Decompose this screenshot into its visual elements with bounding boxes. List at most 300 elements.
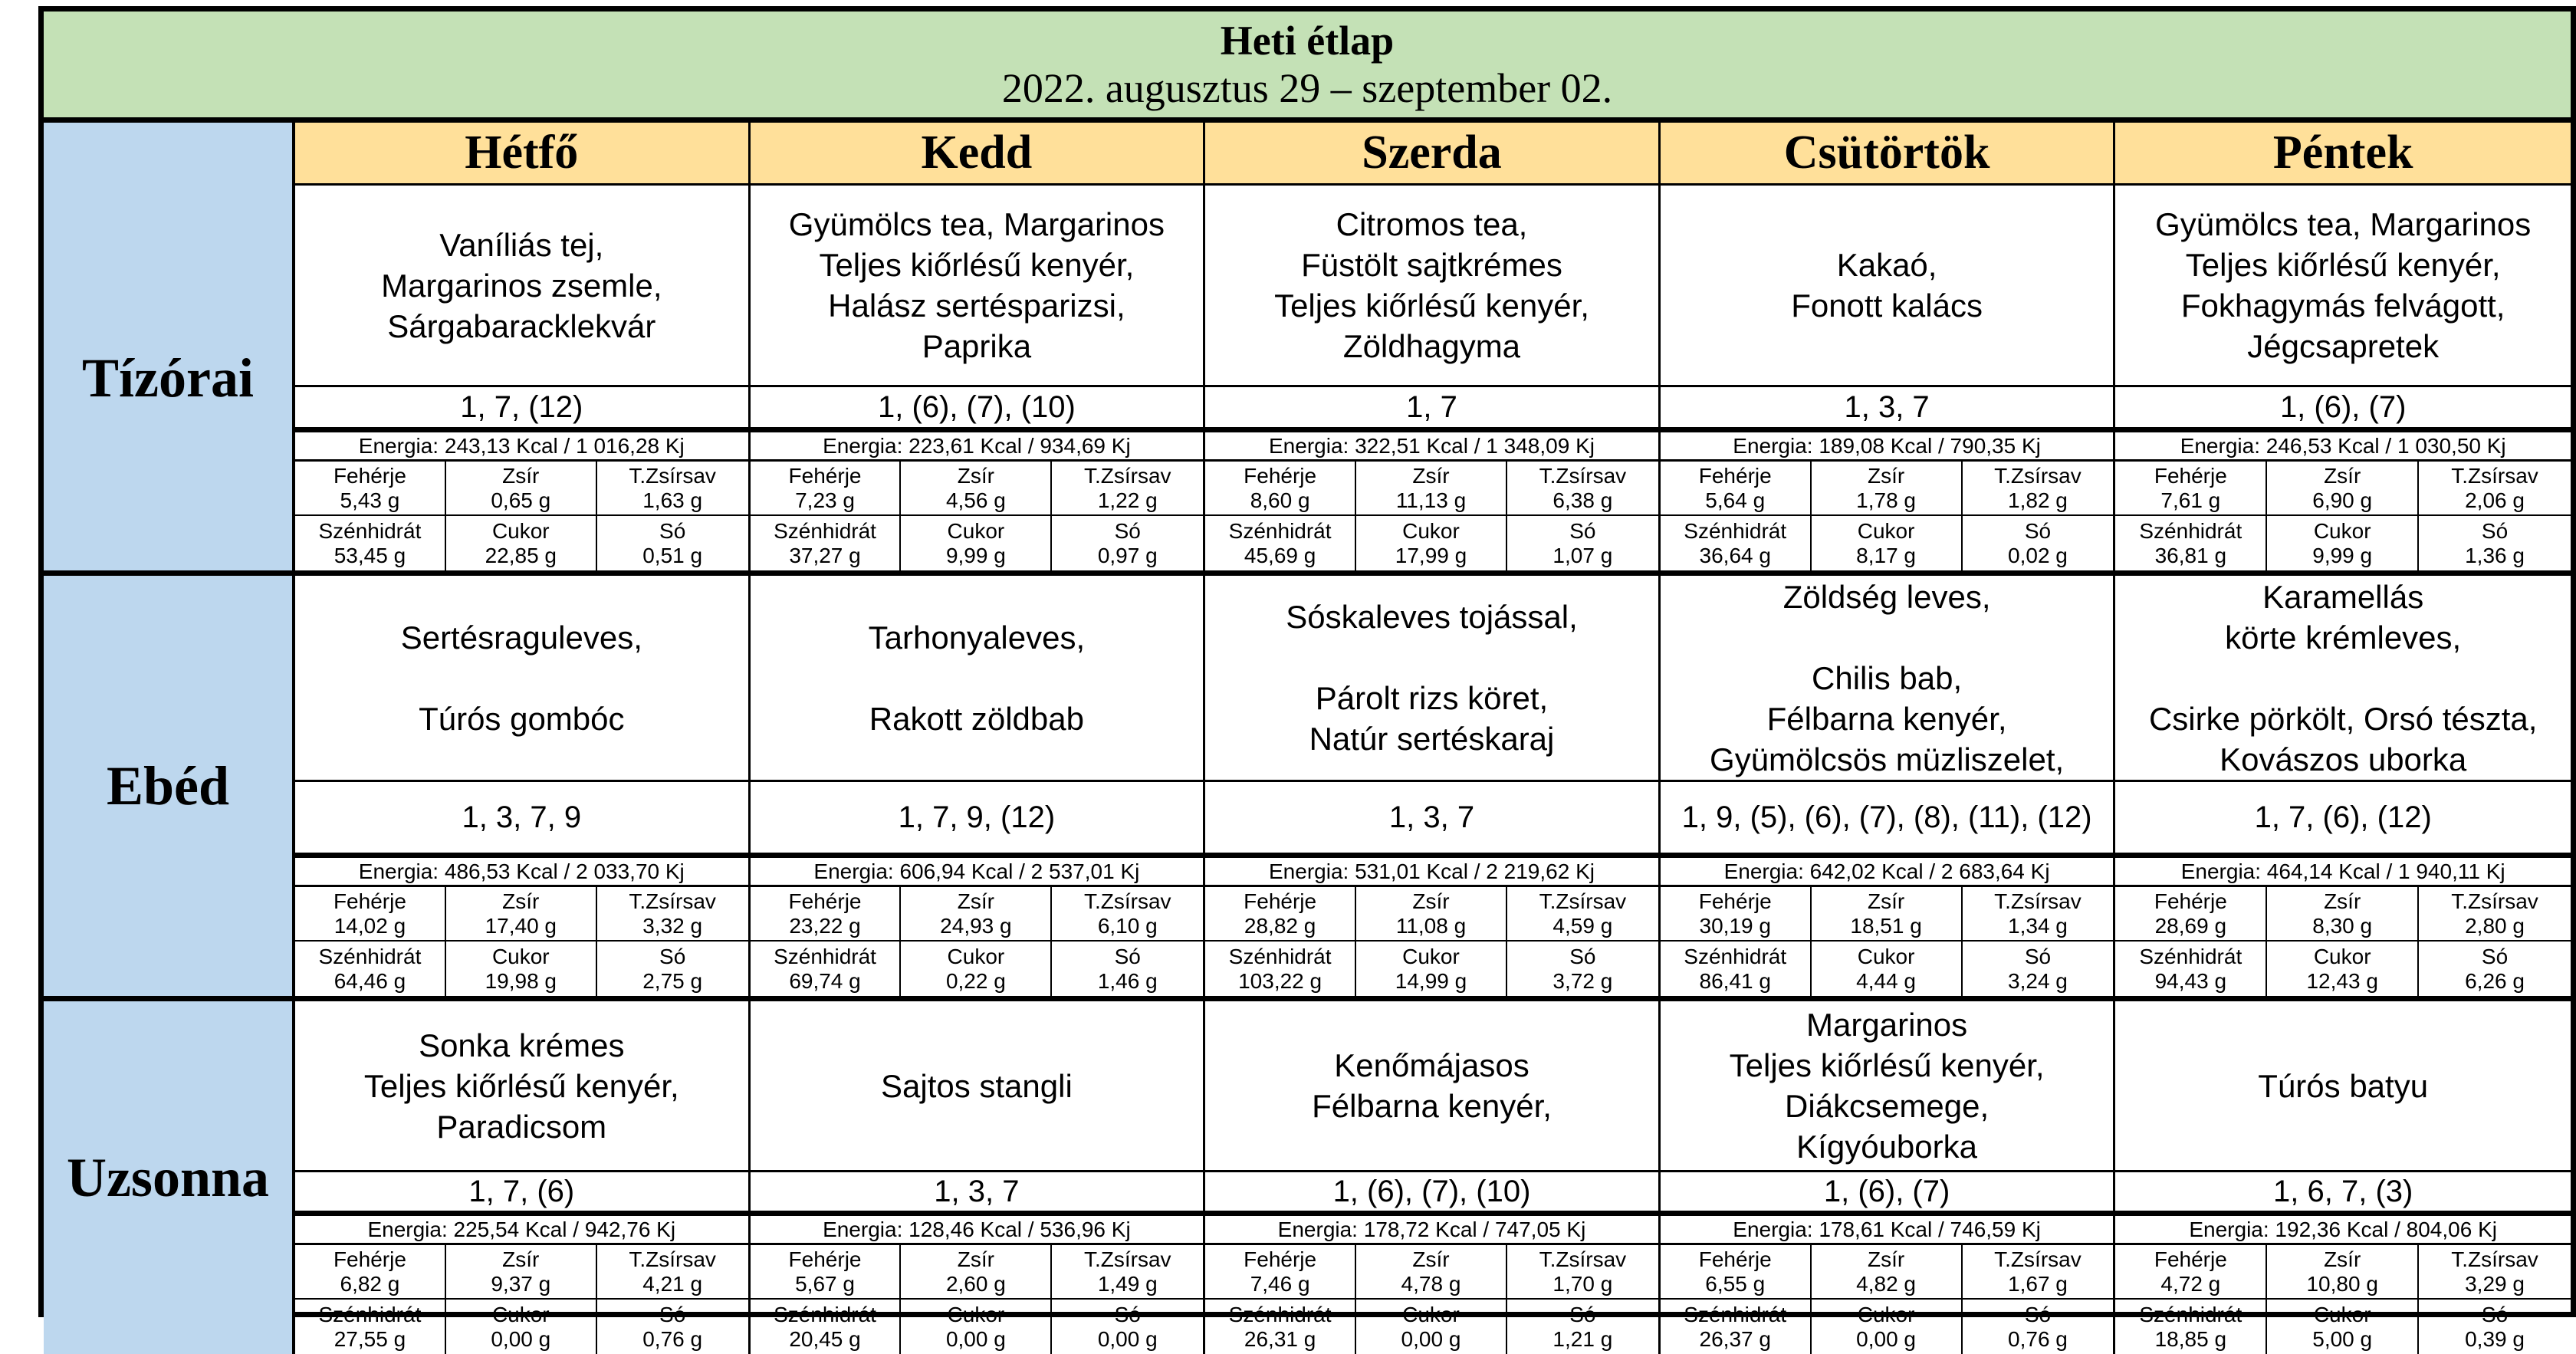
nutrient-label: Cukor <box>1402 1302 1460 1326</box>
nutrient-label: Szénhidrát <box>1228 944 1332 968</box>
nutrient-value: 4,82 g <box>1856 1271 1917 1296</box>
nutrient-carb <box>1661 516 1812 570</box>
nutrient-protein <box>2115 462 2267 516</box>
nutrient-value: 28,82 g <box>1244 913 1316 938</box>
nutrient-value: 4,59 g <box>1552 913 1613 938</box>
nutrient-label: Fehérje <box>1244 463 1317 488</box>
nutrient-value: 6,82 g <box>340 1271 400 1296</box>
nutrient-label: Szénhidrát <box>2139 518 2242 543</box>
nutrient-label: Szénhidrát <box>1228 518 1332 543</box>
nutrient-value: 4,44 g <box>1856 968 1917 993</box>
menu-items: Karamellás körte krémleves, Csirke pörkölt, Orsó tészta, Kovászos uborka <box>2148 578 2538 777</box>
nutrient-protein <box>295 462 446 516</box>
nutrient-salt <box>1963 516 2114 570</box>
nutrient-label: T.Zsírsav <box>1083 889 1171 913</box>
nutrient-value: 69,74 g <box>789 968 861 993</box>
nutrient-fat <box>1356 462 1507 516</box>
nutrient-label: Fehérje <box>333 1247 406 1271</box>
menu-items: Kakaó, Fonott kalács <box>1791 247 1983 324</box>
nutrient-label: Szénhidrát <box>2139 1302 2242 1326</box>
energy-value: Energia: 225,54 Kcal / 942,76 Kj <box>295 1216 748 1245</box>
menu-title-banner <box>44 12 2571 123</box>
weekly-menu-table <box>38 6 2576 1351</box>
nutrient-value: 14,99 g <box>1395 968 1467 993</box>
day-header-wednesday: Szerda <box>1205 123 1661 186</box>
energy-value: Energia: 178,72 Kcal / 747,05 Kj <box>1205 1216 1658 1245</box>
nutrient-value: 86,41 g <box>1699 968 1771 993</box>
allergen-codes: 1, 3, 7 <box>1661 385 2114 427</box>
menu-items: Sóskaleves tojással, Párolt rizs köret, Natúr sertéskaraj <box>1286 599 1578 757</box>
meal-cell-uzsonna-tuesday <box>751 996 1206 1354</box>
nutrient-sugar <box>1356 942 1507 996</box>
nutrient-label: T.Zsírsav <box>629 463 716 488</box>
nutrient-protein <box>295 887 446 942</box>
nutrient-carb <box>751 516 902 570</box>
nutrient-value: 3,24 g <box>2008 968 2068 993</box>
nutrient-carb <box>2115 1300 2267 1354</box>
nutrition-table <box>2115 853 2571 996</box>
nutrient-sugar <box>2267 516 2419 570</box>
nutrient-label: Szénhidrát <box>2139 944 2242 968</box>
menu-items: Túrós batyu <box>2258 1067 2429 1104</box>
nutrient-carb <box>1205 1300 1356 1354</box>
nutrient-value: 8,60 g <box>1250 488 1310 512</box>
nutrient-protein <box>2115 887 2267 942</box>
menu-title: Heti étlap <box>1220 18 1395 64</box>
nutrient-sugar <box>901 942 1052 996</box>
nutrient-value: 0,39 g <box>2465 1326 2525 1351</box>
nutrient-value: 5,67 g <box>795 1271 855 1296</box>
nutrition-table <box>295 1211 748 1354</box>
nutrient-label: Só <box>2024 944 2052 968</box>
nutrient-sat-fat <box>1507 1245 1658 1300</box>
nutrient-carb <box>2115 516 2267 570</box>
nutrient-label: Zsír <box>957 463 994 488</box>
nutrient-value: 26,31 g <box>1244 1326 1316 1351</box>
nutrient-sat-fat <box>2419 462 2571 516</box>
nutrition-table <box>295 427 748 570</box>
nutrient-label: Cukor <box>491 518 550 543</box>
nutrient-value: 6,90 g <box>2312 488 2373 512</box>
energy-value: Energia: 322,51 Kcal / 1 348,09 Kj <box>1205 432 1658 462</box>
nutrient-label: Cukor <box>947 518 1005 543</box>
nutrient-label: Szénhidrát <box>774 1302 876 1326</box>
nutrient-value: 4,56 g <box>945 488 1006 512</box>
nutrient-label: T.Zsírsav <box>1083 1247 1171 1271</box>
nutrient-label: T.Zsírsav <box>1539 889 1627 913</box>
nutrient-salt <box>1963 1300 2114 1354</box>
nutrient-value: 5,00 g <box>2312 1326 2373 1351</box>
nutrient-salt <box>1507 942 1658 996</box>
meal-cell-uzsonna-friday <box>2115 996 2571 1354</box>
nutrient-salt <box>1963 942 2114 996</box>
allergen-codes: 1, 7, 9, (12) <box>751 780 1204 853</box>
nutrient-label: Fehérje <box>2154 889 2227 913</box>
menu-items: Zöldség leves, Chilis bab, Félbarna kenyér, Gyümölcsös müzliszelet, <box>1710 578 2065 777</box>
energy-value: Energia: 464,14 Kcal / 1 940,11 Kj <box>2115 858 2571 887</box>
nutrient-value: 53,45 g <box>334 543 406 567</box>
nutrient-label: Zsír <box>1412 1247 1450 1271</box>
nutrient-label: Fehérje <box>1244 889 1317 913</box>
allergen-codes: 1, 7, (12) <box>295 385 748 427</box>
nutrient-value: 18,85 g <box>2154 1326 2227 1351</box>
nutrient-value: 1,22 g <box>1097 488 1158 512</box>
nutrient-value: 0,02 g <box>2008 543 2068 567</box>
meal-cell-uzsonna-thursday <box>1661 996 2116 1354</box>
nutrient-label: Zsír <box>1412 889 1450 913</box>
nutrition-table <box>1661 1211 2114 1354</box>
meal-cell-ebed-wednesday <box>1205 570 1661 996</box>
energy-value: Energia: 606,94 Kcal / 2 537,01 Kj <box>751 858 1204 887</box>
nutrient-value: 0,00 g <box>1097 1326 1158 1351</box>
nutrient-value: 9,37 g <box>491 1271 551 1296</box>
nutrient-value: 4,72 g <box>2160 1271 2221 1296</box>
nutrient-label: Fehérje <box>1698 463 1772 488</box>
meal-cell-tizorai-thursday <box>1661 186 2116 570</box>
nutrient-sugar <box>1356 1300 1507 1354</box>
nutrient-label: Fehérje <box>333 889 406 913</box>
nutrient-value: 3,29 g <box>2465 1271 2525 1296</box>
nutrient-sugar <box>446 1300 597 1354</box>
nutrient-salt <box>1052 942 1203 996</box>
nutrient-label: Só <box>2024 1302 2052 1326</box>
menu-date-range: 2022. augusztus 29 – szeptember 02. <box>1001 65 1613 111</box>
meal-cell-tizorai-friday <box>2115 186 2571 570</box>
nutrient-label: Zsír <box>2324 1247 2361 1271</box>
nutrient-fat <box>446 887 597 942</box>
nutrient-sugar <box>901 516 1052 570</box>
nutrient-protein <box>1205 887 1356 942</box>
allergen-codes: 1, 7, (6), (12) <box>2115 780 2571 853</box>
nutrient-label: Só <box>1114 1302 1141 1326</box>
nutrient-value: 1,63 g <box>642 488 703 512</box>
nutrient-label: Fehérje <box>788 889 862 913</box>
nutrient-label: Szénhidrát <box>318 1302 422 1326</box>
nutrient-label: Zsír <box>502 463 540 488</box>
nutrient-value: 30,19 g <box>1699 913 1771 938</box>
nutrient-label: Só <box>659 1302 686 1326</box>
allergen-codes: 1, 7, (6) <box>295 1170 748 1211</box>
nutrient-sugar <box>446 942 597 996</box>
nutrient-label: Fehérje <box>1244 1247 1317 1271</box>
nutrient-value: 19,98 g <box>485 968 557 993</box>
energy-value: Energia: 486,53 Kcal / 2 033,70 Kj <box>295 858 748 887</box>
nutrient-sat-fat <box>1052 462 1203 516</box>
corner-cell <box>44 123 295 186</box>
nutrient-label: Szénhidrát <box>318 944 422 968</box>
nutrient-value: 11,13 g <box>1395 488 1467 512</box>
day-header-monday: Hétfő <box>295 123 751 186</box>
nutrient-value: 5,43 g <box>340 488 400 512</box>
nutrient-value: 24,93 g <box>940 913 1012 938</box>
nutrient-value: 9,99 g <box>2312 543 2373 567</box>
nutrient-protein <box>751 887 902 942</box>
nutrient-value: 1,67 g <box>2008 1271 2068 1296</box>
energy-value: Energia: 178,61 Kcal / 746,59 Kj <box>1661 1216 2114 1245</box>
nutrient-label: Só <box>1569 518 1596 543</box>
nutrient-value: 0,65 g <box>491 488 551 512</box>
nutrient-value: 27,55 g <box>334 1326 406 1351</box>
nutrient-label: Szénhidrát <box>1228 1302 1332 1326</box>
energy-value: Energia: 189,08 Kcal / 790,35 Kj <box>1661 432 2114 462</box>
nutrient-label: T.Zsírsav <box>1994 463 2082 488</box>
menu-items: Sajtos stangli <box>880 1067 1073 1104</box>
nutrient-label: Cukor <box>1402 518 1460 543</box>
nutrient-label: Fehérje <box>333 463 406 488</box>
nutrient-value: 37,27 g <box>789 543 861 567</box>
nutrient-value: 20,45 g <box>789 1326 861 1351</box>
nutrient-label: Cukor <box>1857 518 1915 543</box>
nutrient-label: Só <box>1114 944 1141 968</box>
nutrient-value: 94,43 g <box>2154 968 2227 993</box>
nutrient-label: T.Zsírsav <box>1083 463 1171 488</box>
nutrient-label: Só <box>659 944 686 968</box>
nutrient-value: 9,99 g <box>945 543 1006 567</box>
nutrient-value: 17,99 g <box>1395 543 1467 567</box>
nutrient-value: 7,61 g <box>2160 488 2221 512</box>
nutrient-sat-fat <box>1963 462 2114 516</box>
energy-value: Energia: 246,53 Kcal / 1 030,50 Kj <box>2115 432 2571 462</box>
nutrient-label: Szénhidrát <box>774 518 876 543</box>
allergen-codes: 1, 3, 7, 9 <box>295 780 748 853</box>
nutrient-value: 1,07 g <box>1552 543 1613 567</box>
nutrient-label: Cukor <box>947 944 1005 968</box>
nutrient-fat <box>2267 887 2419 942</box>
nutrient-label: Zsír <box>502 889 540 913</box>
nutrient-label: Só <box>1569 944 1596 968</box>
nutrient-label: Cukor <box>1857 944 1915 968</box>
nutrient-value: 12,43 g <box>2306 968 2378 993</box>
nutrient-value: 2,75 g <box>642 968 703 993</box>
nutrient-value: 17,40 g <box>485 913 557 938</box>
nutrient-label: Fehérje <box>1698 889 1772 913</box>
nutrition-table <box>751 1211 1204 1354</box>
nutrient-protein <box>1661 1245 1812 1300</box>
nutrient-value: 103,22 g <box>1238 968 1322 993</box>
nutrient-label: Só <box>659 518 686 543</box>
allergen-codes: 1, (6), (7) <box>2115 385 2571 427</box>
allergen-codes: 1, 3, 7 <box>751 1170 1204 1211</box>
nutrient-sat-fat <box>2419 887 2571 942</box>
nutrient-protein <box>751 1245 902 1300</box>
nutrient-fat <box>1812 1245 1963 1300</box>
nutrient-value: 64,46 g <box>334 968 406 993</box>
nutrient-value: 6,10 g <box>1097 913 1158 938</box>
nutrient-value: 5,64 g <box>1705 488 1766 512</box>
allergen-codes: 1, 7 <box>1205 385 1658 427</box>
nutrition-table <box>1205 853 1658 996</box>
nutrient-value: 3,32 g <box>642 913 703 938</box>
nutrient-protein <box>1205 1245 1356 1300</box>
nutrient-label: Só <box>2481 518 2509 543</box>
nutrient-value: 1,36 g <box>2465 543 2525 567</box>
meal-cell-ebed-friday <box>2115 570 2571 996</box>
nutrient-label: Fehérje <box>1698 1247 1772 1271</box>
nutrient-salt <box>2419 516 2571 570</box>
nutrient-fat <box>446 1245 597 1300</box>
nutrient-sat-fat <box>1963 887 2114 942</box>
nutrient-value: 1,46 g <box>1097 968 1158 993</box>
nutrient-label: Szénhidrát <box>1684 518 1787 543</box>
nutrient-value: 10,80 g <box>2306 1271 2378 1296</box>
energy-value: Energia: 243,13 Kcal / 1 016,28 Kj <box>295 432 748 462</box>
nutrient-sugar <box>1812 1300 1963 1354</box>
nutrient-carb <box>1205 942 1356 996</box>
nutrient-label: Fehérje <box>788 463 862 488</box>
nutrient-fat <box>446 462 597 516</box>
nutrient-value: 1,82 g <box>2008 488 2068 512</box>
nutrient-protein <box>1661 887 1812 942</box>
nutrient-protein <box>1205 462 1356 516</box>
nutrient-sat-fat <box>597 1245 748 1300</box>
nutrient-label: Zsír <box>957 1247 994 1271</box>
energy-value: Energia: 531,01 Kcal / 2 219,62 Kj <box>1205 858 1658 887</box>
nutrient-sat-fat <box>1052 1245 1203 1300</box>
nutrient-sat-fat <box>1507 462 1658 516</box>
nutrient-sugar <box>446 516 597 570</box>
nutrient-value: 0,76 g <box>642 1326 703 1351</box>
nutrient-carb <box>295 1300 446 1354</box>
nutrient-carb <box>295 942 446 996</box>
meal-cell-uzsonna-monday <box>295 996 751 1354</box>
nutrition-table <box>1661 853 2114 996</box>
menu-items: Tarhonyaleves, Rakott zöldbab <box>868 619 1086 737</box>
nutrient-sat-fat <box>2419 1245 2571 1300</box>
nutrient-label: Só <box>1569 1302 1596 1326</box>
nutrient-value: 36,81 g <box>2154 543 2227 567</box>
nutrient-protein <box>1661 462 1812 516</box>
nutrient-fat <box>2267 462 2419 516</box>
meal-label-uzsonna: Uzsonna <box>44 996 295 1354</box>
nutrient-label: Só <box>2024 518 2052 543</box>
nutrient-salt <box>1052 516 1203 570</box>
nutrient-fat <box>901 887 1052 942</box>
nutrient-label: Cukor <box>2313 518 2371 543</box>
nutrient-fat <box>2267 1245 2419 1300</box>
nutrient-label: T.Zsírsav <box>629 1247 716 1271</box>
nutrient-fat <box>901 462 1052 516</box>
nutrient-carb <box>1661 1300 1812 1354</box>
nutrition-table <box>1205 427 1658 570</box>
nutrition-table <box>1661 427 2114 570</box>
nutrient-label: T.Zsírsav <box>2451 463 2538 488</box>
nutrient-value: 4,78 g <box>1401 1271 1461 1296</box>
nutrient-label: Szénhidrát <box>1684 1302 1787 1326</box>
nutrient-label: Fehérje <box>2154 463 2227 488</box>
meal-cell-ebed-tuesday <box>751 570 1206 996</box>
nutrient-label: Szénhidrát <box>1684 944 1787 968</box>
energy-value: Energia: 192,36 Kcal / 804,06 Kj <box>2115 1216 2571 1245</box>
nutrient-fat <box>1812 887 1963 942</box>
day-header-thursday: Csütörtök <box>1661 123 2116 186</box>
nutrient-label: Szénhidrát <box>774 944 876 968</box>
nutrient-value: 0,00 g <box>1856 1326 1917 1351</box>
nutrient-label: T.Zsírsav <box>1994 1247 2082 1271</box>
nutrient-value: 8,17 g <box>1856 543 1917 567</box>
menu-items: Sonka krémes Teljes kiőrlésű kenyér, Paradicsom <box>363 1027 679 1145</box>
nutrient-salt <box>1507 516 1658 570</box>
menu-items: Vaníliás tej, Margarinos zsemle, Sárgabaracklekvár <box>381 226 662 344</box>
nutrient-fat <box>1356 887 1507 942</box>
nutrient-value: 0,00 g <box>1401 1326 1461 1351</box>
nutrient-fat <box>901 1245 1052 1300</box>
nutrient-label: Cukor <box>947 1302 1005 1326</box>
meal-cell-ebed-thursday <box>1661 570 2116 996</box>
allergen-codes: 1, 9, (5), (6), (7), (8), (11), (12) <box>1661 780 2114 853</box>
energy-value: Energia: 128,46 Kcal / 536,96 Kj <box>751 1216 1204 1245</box>
nutrient-label: Fehérje <box>788 1247 862 1271</box>
nutrient-label: Zsír <box>2324 463 2361 488</box>
nutrient-value: 23,22 g <box>789 913 861 938</box>
energy-value: Energia: 223,61 Kcal / 934,69 Kj <box>751 432 1204 462</box>
nutrient-carb <box>1661 942 1812 996</box>
allergen-codes: 1, (6), (7) <box>1661 1170 2114 1211</box>
nutrient-value: 1,78 g <box>1856 488 1917 512</box>
nutrient-value: 2,06 g <box>2465 488 2525 512</box>
nutrient-label: Zsír <box>1867 889 1905 913</box>
nutrient-fat <box>1812 462 1963 516</box>
nutrition-table <box>1205 1211 1658 1354</box>
nutrient-label: Cukor <box>1402 944 1460 968</box>
nutrient-value: 2,80 g <box>2465 913 2525 938</box>
nutrient-label: T.Zsírsav <box>2451 1247 2538 1271</box>
nutrient-value: 0,97 g <box>1097 543 1158 567</box>
nutrient-salt <box>597 516 748 570</box>
meal-label-tizorai: Tízórai <box>44 186 295 570</box>
nutrient-sugar <box>2267 1300 2419 1354</box>
menu-items: Gyümölcs tea, Margarinos Teljes kiőrlésű kenyér, Halász sertésparizsi, Paprika <box>788 206 1165 364</box>
allergen-codes: 1, 3, 7 <box>1205 780 1658 853</box>
nutrient-sugar <box>1812 942 1963 996</box>
nutrient-label: T.Zsírsav <box>2451 889 2538 913</box>
day-header-friday: Péntek <box>2115 123 2571 186</box>
nutrient-label: T.Zsírsav <box>1539 463 1627 488</box>
nutrient-value: 1,21 g <box>1552 1326 1613 1351</box>
nutrient-value: 22,85 g <box>485 543 557 567</box>
allergen-codes: 1, (6), (7), (10) <box>1205 1170 1658 1211</box>
menu-items: Margarinos Teljes kiőrlésű kenyér, Diákcsemege, Kígyóuborka <box>1729 1007 2045 1165</box>
menu-items: Citromos tea, Füstölt sajtkrémes Teljes kiőrlésű kenyér, Zöldhagyma <box>1274 206 1589 364</box>
nutrient-carb <box>2115 942 2267 996</box>
nutrient-value: 4,21 g <box>642 1271 703 1296</box>
nutrient-value: 1,49 g <box>1097 1271 1158 1296</box>
nutrition-table <box>751 427 1204 570</box>
nutrient-value: 0,00 g <box>945 1326 1006 1351</box>
nutrient-protein <box>295 1245 446 1300</box>
nutrient-label: Zsír <box>1867 463 1905 488</box>
meal-label-ebed: Ebéd <box>44 570 295 996</box>
nutrient-label: Zsír <box>1867 1247 1905 1271</box>
nutrient-salt <box>597 1300 748 1354</box>
nutrition-table <box>2115 427 2571 570</box>
nutrient-label: Zsír <box>1412 463 1450 488</box>
nutrient-label: T.Zsírsav <box>629 889 716 913</box>
nutrient-label: Fehérje <box>2154 1247 2227 1271</box>
nutrient-label: Só <box>1114 518 1141 543</box>
nutrient-salt <box>2419 1300 2571 1354</box>
nutrient-carb <box>295 516 446 570</box>
nutrient-value: 0,22 g <box>945 968 1006 993</box>
nutrient-label: Zsír <box>2324 889 2361 913</box>
meal-cell-uzsonna-wednesday <box>1205 996 1661 1354</box>
nutrient-value: 18,51 g <box>1850 913 1922 938</box>
nutrient-value: 45,69 g <box>1244 543 1316 567</box>
nutrient-value: 0,76 g <box>2008 1326 2068 1351</box>
nutrient-value: 26,37 g <box>1699 1326 1771 1351</box>
nutrient-label: Só <box>2481 944 2509 968</box>
meal-cell-tizorai-tuesday <box>751 186 1206 570</box>
nutrient-sugar <box>1356 516 1507 570</box>
